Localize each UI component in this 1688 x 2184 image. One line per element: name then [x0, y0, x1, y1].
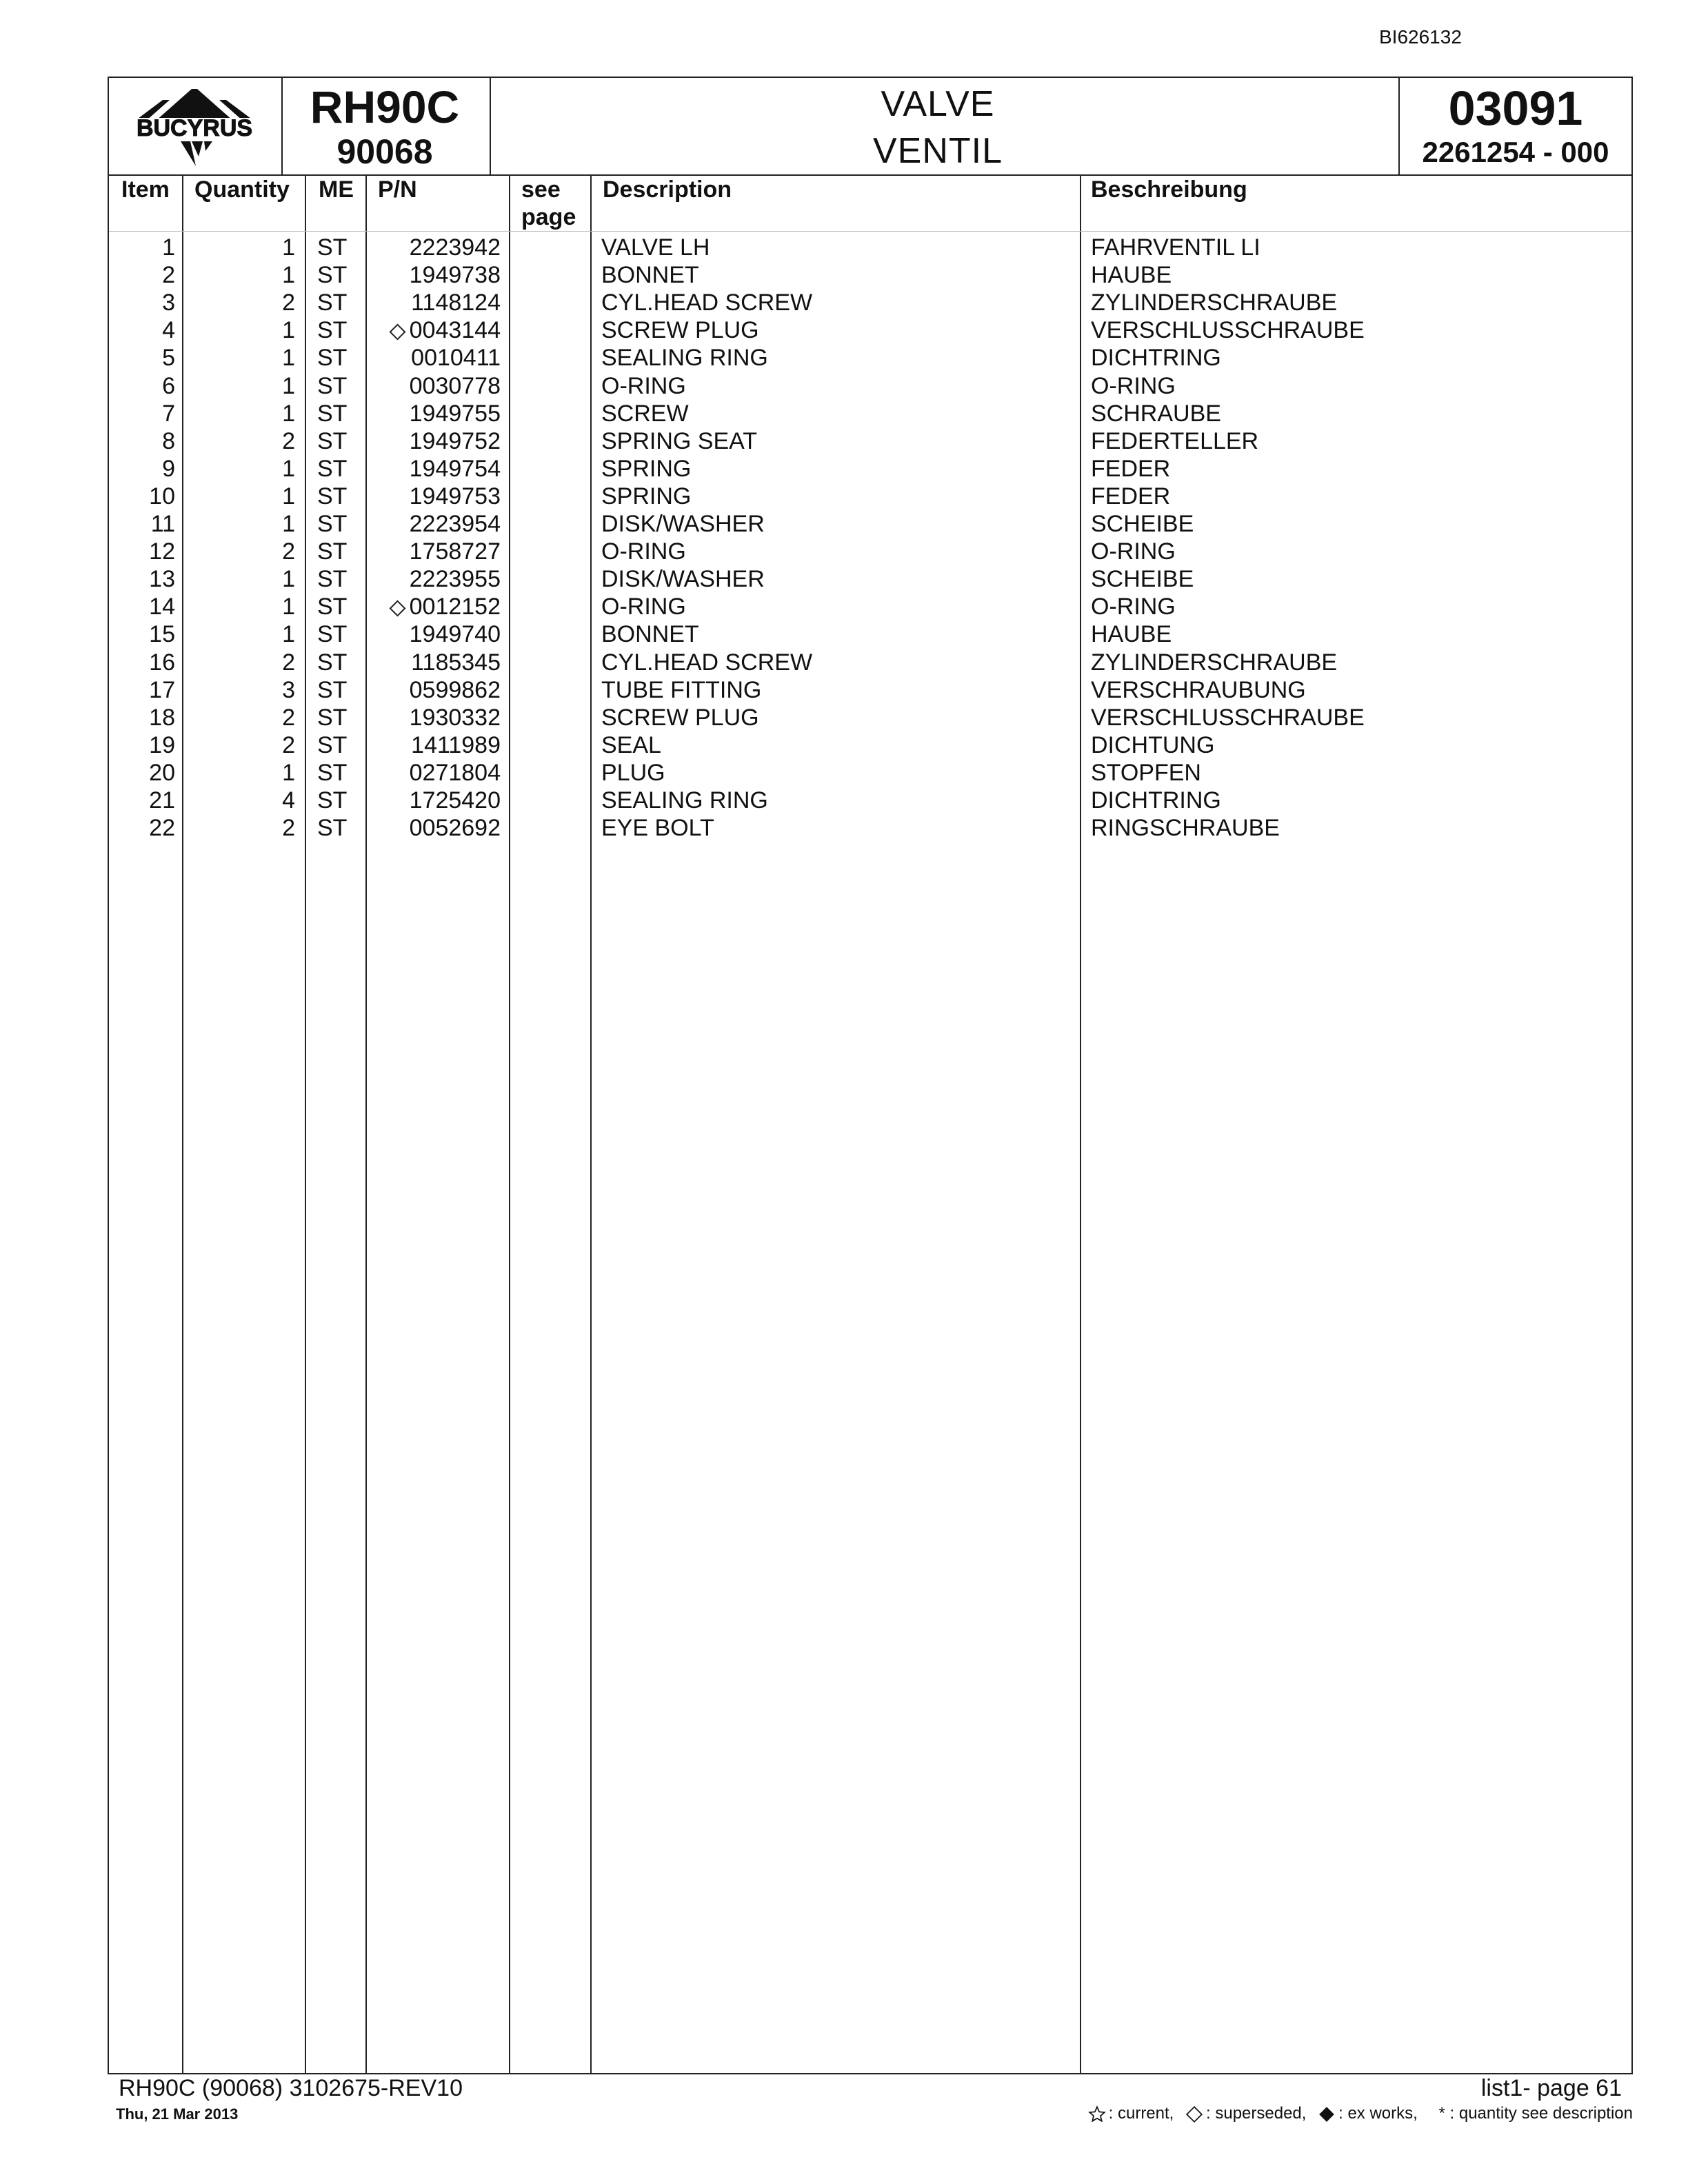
row-item: 19	[149, 731, 175, 758]
row-beschreibung: O-RING	[1091, 594, 1176, 620]
row-part-number: 1949738	[409, 262, 501, 289]
row-quantity: 2	[282, 427, 295, 454]
row-quantity: 1	[282, 234, 295, 261]
row-beschreibung: HAUBE	[1091, 621, 1172, 648]
table-row	[109, 510, 1631, 538]
row-description: SEAL	[601, 731, 661, 758]
row-me: ST	[317, 676, 348, 703]
row-beschreibung: FEDERTELLER	[1091, 427, 1259, 454]
row-description: CYL.HEAD SCREW	[601, 290, 813, 316]
row-item: 5	[162, 345, 175, 372]
table-row	[109, 400, 1631, 427]
row-item: 13	[149, 566, 175, 593]
legend-quantity: * : quantity see description	[1438, 2104, 1633, 2123]
row-item: 8	[162, 427, 175, 454]
row-me: ST	[317, 290, 348, 316]
row-quantity: 1	[282, 511, 295, 537]
svg-text:BUCYRUS: BUCYRUS	[136, 115, 253, 141]
row-me: ST	[317, 566, 348, 593]
title-german: VENTIL	[872, 131, 1003, 171]
row-quantity: 1	[282, 317, 295, 344]
row-quantity: 1	[282, 400, 295, 427]
bucyrus-logo	[114, 85, 274, 168]
row-item: 20	[149, 759, 175, 786]
row-part-number	[392, 316, 501, 344]
diamond-outline-icon	[389, 324, 405, 341]
row-part-number: 1949753	[409, 483, 501, 509]
row-quantity: 1	[282, 262, 295, 289]
table-row	[109, 565, 1631, 593]
row-part-number: 0599862	[409, 676, 501, 703]
row-quantity: 1	[282, 345, 295, 372]
row-part-number: 1185345	[411, 649, 501, 676]
row-item: 12	[149, 538, 175, 565]
row-beschreibung: VERSCHLUSSCHRAUBE	[1091, 317, 1365, 344]
row-item: 10	[149, 483, 175, 509]
table-row	[109, 344, 1631, 372]
table-row	[109, 620, 1631, 648]
table-row	[109, 427, 1631, 455]
table-row	[109, 234, 1631, 261]
table-row	[109, 372, 1631, 400]
col-header-pn: P/N	[378, 176, 417, 203]
row-beschreibung: O-RING	[1091, 538, 1176, 565]
row-description: VALVE LH	[601, 234, 710, 261]
row-description: O-RING	[601, 594, 686, 620]
table-row	[109, 676, 1631, 704]
row-description: PLUG	[601, 759, 665, 786]
row-quantity: 2	[282, 290, 295, 316]
col-header-page: page	[521, 204, 576, 230]
row-quantity: 2	[282, 815, 295, 842]
diamond-outline-icon	[1185, 2105, 1203, 2123]
table-row	[109, 455, 1631, 483]
row-description: DISK/WASHER	[601, 566, 765, 593]
legend-current: : current,	[1108, 2104, 1174, 2123]
row-quantity: 2	[282, 538, 295, 565]
row-description: DISK/WASHER	[601, 511, 765, 537]
row-part-number: 1930332	[409, 704, 501, 731]
row-part-number: 1949740	[409, 621, 501, 648]
row-me: ST	[317, 704, 348, 731]
row-me: ST	[317, 787, 348, 813]
row-part-number: 1148124	[411, 290, 501, 316]
table-row	[109, 593, 1631, 620]
assembly-part-number: 2261254 - 000	[1422, 136, 1609, 168]
row-beschreibung: DICHTRING	[1091, 345, 1221, 372]
footer-model-line: RH90C (90068) 3102675-REV10	[119, 2075, 463, 2101]
row-description: CYL.HEAD SCREW	[601, 649, 813, 676]
table-row	[109, 759, 1631, 787]
row-item: 18	[149, 704, 175, 731]
row-me: ST	[317, 759, 348, 786]
row-part-number: 0030778	[409, 372, 501, 399]
row-quantity: 1	[282, 594, 295, 620]
row-part-number: 1949755	[409, 400, 501, 427]
row-description: SEALING RING	[601, 345, 768, 372]
row-beschreibung: VERSCHRAUBUNG	[1091, 676, 1306, 703]
row-quantity: 1	[282, 621, 295, 648]
row-quantity: 1	[282, 455, 295, 482]
row-item: 7	[162, 400, 175, 427]
row-item: 3	[162, 290, 175, 316]
row-me: ST	[317, 815, 348, 842]
row-part-number: 1949754	[409, 455, 501, 482]
row-part-number: 0052692	[409, 815, 501, 842]
row-quantity: 4	[282, 787, 295, 813]
row-me: ST	[317, 455, 348, 482]
row-quantity: 1	[282, 372, 295, 399]
title-block	[109, 78, 1631, 176]
row-beschreibung: VERSCHLUSSCHRAUBE	[1091, 704, 1365, 731]
row-description: EYE BOLT	[601, 815, 714, 842]
row-quantity: 2	[282, 731, 295, 758]
row-item: 21	[149, 787, 175, 813]
title-english: VALVE	[881, 84, 995, 124]
footer-page-number: list1- page 61	[1480, 2075, 1622, 2101]
row-description: SPRING SEAT	[601, 427, 758, 454]
row-part-number: 2223954	[409, 511, 501, 537]
col-header-item: Item	[121, 176, 170, 203]
row-me: ST	[317, 234, 348, 261]
row-part-number-text: 0043144	[409, 317, 501, 344]
row-beschreibung: HAUBE	[1091, 262, 1172, 289]
table-row	[109, 538, 1631, 565]
row-beschreibung: DICHTRING	[1091, 787, 1221, 813]
row-description: SEALING RING	[601, 787, 768, 813]
row-beschreibung: SCHEIBE	[1091, 511, 1194, 537]
row-beschreibung: FEDER	[1091, 483, 1171, 509]
group-code: 03091	[1448, 81, 1583, 135]
diamond-outline-icon	[389, 600, 405, 617]
document-id: BI626132	[1379, 26, 1462, 48]
row-description: O-RING	[601, 372, 686, 399]
row-item: 22	[149, 815, 175, 842]
model-name: RH90C	[310, 81, 460, 132]
row-me: ST	[317, 538, 348, 565]
footer-date: Thu, 21 Mar 2013	[116, 2105, 239, 2123]
row-item: 6	[162, 372, 175, 399]
row-beschreibung: STOPFEN	[1091, 759, 1201, 786]
row-beschreibung: SCHRAUBE	[1091, 400, 1221, 427]
row-beschreibung: O-RING	[1091, 372, 1176, 399]
row-quantity: 1	[282, 759, 295, 786]
row-item: 16	[149, 649, 175, 676]
table-row	[109, 316, 1631, 344]
row-quantity: 2	[282, 649, 295, 676]
row-me: ST	[317, 731, 348, 758]
table-row	[109, 483, 1631, 510]
row-part-number: 0271804	[409, 759, 501, 786]
row-description: BONNET	[601, 621, 699, 648]
row-part-number	[392, 593, 501, 620]
row-beschreibung: ZYLINDERSCHRAUBE	[1091, 649, 1338, 676]
row-part-number: 1949752	[409, 427, 501, 454]
table-row	[109, 704, 1631, 731]
row-beschreibung: ZYLINDERSCHRAUBE	[1091, 290, 1338, 316]
row-description: SCREW PLUG	[601, 317, 759, 344]
row-item: 9	[162, 455, 175, 482]
table-row	[109, 289, 1631, 316]
row-beschreibung: DICHTUNG	[1091, 731, 1215, 758]
row-me: ST	[317, 345, 348, 372]
row-description: SPRING	[601, 455, 692, 482]
row-me: ST	[317, 594, 348, 620]
row-item: 1	[162, 234, 175, 261]
row-beschreibung: FEDER	[1091, 455, 1171, 482]
row-part-number: 1725420	[409, 787, 501, 813]
legend-superseded: : superseded,	[1206, 2104, 1307, 2123]
diamond-filled-icon	[1318, 2105, 1336, 2123]
row-part-number: 2223942	[409, 234, 501, 261]
row-me: ST	[317, 649, 348, 676]
row-description: SCREW	[601, 400, 689, 427]
row-item: 15	[149, 621, 175, 648]
parts-list-frame	[108, 77, 1633, 2074]
row-quantity: 3	[282, 676, 295, 703]
row-beschreibung: FAHRVENTIL LI	[1091, 234, 1260, 261]
row-me: ST	[317, 511, 348, 537]
row-part-number-text: 0012152	[409, 594, 501, 620]
col-header-description: Description	[603, 176, 732, 203]
star-outline-icon	[1088, 2105, 1106, 2123]
table-row	[109, 731, 1631, 759]
col-header-see: see	[521, 176, 561, 203]
row-beschreibung: RINGSCHRAUBE	[1091, 815, 1280, 842]
row-item: 11	[150, 511, 175, 537]
row-quantity: 2	[282, 704, 295, 731]
row-quantity: 1	[282, 566, 295, 593]
row-description: SCREW PLUG	[601, 704, 759, 731]
row-me: ST	[317, 400, 348, 427]
col-header-beschreibung: Beschreibung	[1091, 176, 1247, 203]
row-part-number: 1758727	[409, 538, 501, 565]
row-item: 14	[149, 594, 175, 620]
row-me: ST	[317, 621, 348, 648]
row-item: 17	[149, 676, 175, 703]
col-header-quantity: Quantity	[194, 176, 290, 203]
row-quantity: 1	[282, 483, 295, 509]
row-me: ST	[317, 427, 348, 454]
row-description: BONNET	[601, 262, 699, 289]
row-part-number: 0010411	[411, 345, 501, 372]
row-description: TUBE FITTING	[601, 676, 762, 703]
row-me: ST	[317, 372, 348, 399]
row-me: ST	[317, 262, 348, 289]
row-description: O-RING	[601, 538, 686, 565]
serial-number: 90068	[336, 132, 433, 171]
row-me: ST	[317, 317, 348, 344]
table-row	[109, 649, 1631, 676]
row-item: 4	[162, 317, 175, 344]
legend-ex-works: : ex works,	[1338, 2104, 1418, 2123]
row-beschreibung: SCHEIBE	[1091, 566, 1194, 593]
row-description: SPRING	[601, 483, 692, 509]
table-row	[109, 814, 1631, 842]
table-row	[109, 261, 1631, 289]
table-row	[109, 787, 1631, 814]
col-header-me: ME	[319, 176, 354, 203]
row-item: 2	[162, 262, 175, 289]
row-part-number: 1411989	[411, 731, 501, 758]
legend	[1088, 2104, 1633, 2123]
row-part-number: 2223955	[409, 566, 501, 593]
row-me: ST	[317, 483, 348, 509]
